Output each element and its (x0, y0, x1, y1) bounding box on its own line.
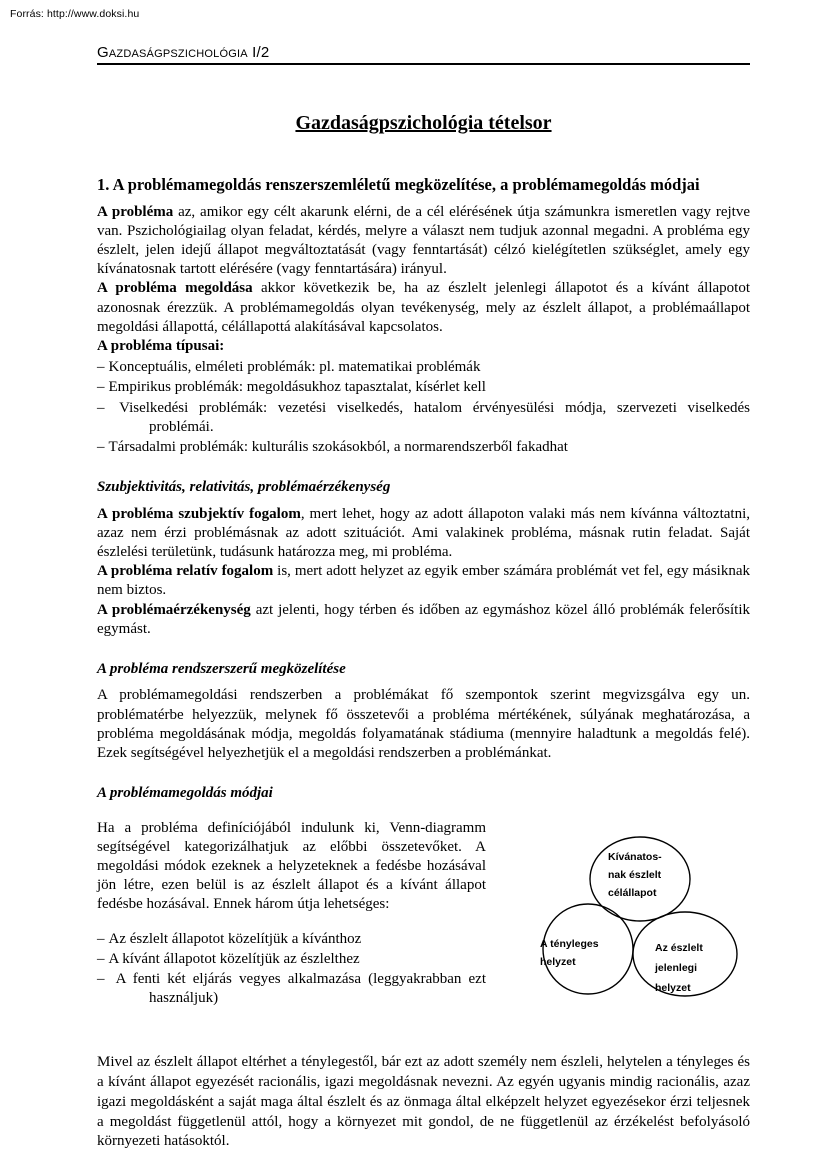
lead-in-problema-megoldasa: A probléma megoldása (97, 280, 253, 297)
dash-bullet: – (97, 438, 105, 455)
list-item-label: Konceptuális, elméleti problémák: pl. matematikai problémák (108, 359, 481, 376)
list-item-label: Viselkedési problémák: vezetési viselkedés, hatalom érvényesülési módja, szervezeti viselkedés problémái. (119, 399, 751, 435)
paragraph-systemic-body: A problémamegoldási rendszerben a problémákat fő szempontok szerint megvizsgálva egy un. problématérbe helyezzük, melynek fő összetevői a probléma mértékének, súlyának meghatározása, a probléma megoldásának módja, megoldás folyamatának stádiuma (mennyire haladtunk a megoldás felé). Ezek segítségével helyezhetjük el a megoldási rendszerben a problémánkat. (97, 687, 750, 761)
venn-label-perceived-line-3: helyzet (655, 981, 691, 994)
venn-label-actual-line-1: A tényleges (540, 937, 599, 950)
dash-bullet: – (97, 930, 105, 947)
venn-label-perceived-line-1: Az észlelt (655, 941, 703, 954)
section-heading-1: 1. A problémamegoldás renszerszemléletű megközelítése, a problémamegoldás módjai (97, 175, 700, 195)
paragraph-methods-intro: Ha a probléma definíciójából indulunk ki, Venn-diagramm segítségével kategorizálhatjuk az előbbi összetevőket. A megoldási módok ezeknek a helyzeteknek a fedésbe hozásával jön létre, ezen belül is az észlelt állapot és a kívánt állapot fedésbe hozásával. Ennek három útja lehetséges: (97, 819, 486, 913)
dash-bullet: – (97, 971, 105, 987)
venn-label-perceived-line-2: jelenlegi (655, 961, 698, 974)
venn-label-actual-line-2: helyzet (540, 955, 576, 968)
running-header-text: Gazdaságpszichológia I/2 (97, 44, 270, 61)
list-item-label: A kívánt állapotot közelítjük az észlelthez (108, 950, 360, 967)
dash-bullet: – (97, 950, 105, 967)
problem-types-list (97, 358, 750, 457)
dash-bullet: – (97, 359, 105, 376)
list-item-label: Az észlelt állapotot közelítjük a kívánthoz (108, 930, 362, 947)
running-header (97, 44, 750, 65)
dash-bullet: – (97, 399, 105, 416)
subheading-methods: A problémamegoldás módjai (97, 785, 273, 802)
lead-in-szubjektiv: A probléma szubjektív fogalom (97, 505, 301, 522)
lead-in-relativ: A probléma relatív fogalom (97, 563, 274, 580)
paragraph-sensitivity-body: azt jelenti, hogy térben és időben az egymáshoz közel álló problémák felerősítik egymást. (97, 601, 750, 637)
paragraph-problem-solution-body: akkor következik be, ha az észlelt jelenlegi állapotot és a kívánt állapotot azonosnak érezzük. A problémamegoldás olyan tevékenység, mely az észlelt állapot, a problémaállapot megoldási állapottá, célállapottá alakításával kapcsolatos. (97, 280, 750, 335)
venn-diagram-svg (500, 831, 750, 1031)
venn-label-desired-line-2: nak észlelt (608, 868, 662, 881)
subheading-systemic: A probléma rendszerszerű megközelítése (97, 660, 346, 677)
problem-types-heading: A probléma típusai: (97, 338, 225, 354)
list-item (97, 378, 750, 397)
lead-in-problema: A probléma (97, 203, 174, 220)
paragraph-problem-definition (97, 203, 750, 280)
list-item (97, 358, 750, 377)
paragraph-relative-body: is, mert adott helyzet az egyik ember számára problémát vet fel, egy másiknak nem biztos. (97, 563, 750, 599)
subheading-subjectivity: Szubjektivitás, relativitás, problémaérzékenység (97, 479, 391, 496)
list-item-label: Empirikus problémák: megoldásukhoz tapasztalat, kísérlet kell (108, 379, 486, 396)
paragraph-sensitivity (97, 601, 750, 639)
paragraph-problem-definition-body: az, amikor egy célt akarunk elérni, de a cél elérésének útja számunkra ismeretlen vagy rejtve van. Pszichológiailag olyan feladat, kérdés, melyre a választ nem tudjuk azonnal megadni. A probléma egy észlelt, jelen idejű állapot megváltoztatását (vagy fenntartását) célzó kielégítetlen szükséglet, amely egy kívánatosnak tartott elérésére (vagy fenntartására) irányul. (97, 203, 750, 278)
venn-label-desired-line-3: célállapot (608, 886, 657, 899)
paragraph-relative (97, 562, 750, 600)
list-item (97, 399, 750, 437)
dash-bullet: – (97, 379, 105, 396)
methods-with-diagram-block (97, 819, 750, 1031)
source-url-line: Forrás: http://www.doksi.hu (10, 8, 140, 20)
paragraph-closing: Mivel az észlelt állapot eltérhet a ténylegestől, bár ezt az adott személy nem észleli, helytelen a tényleges és a kívánt állapot egyezését racionális, igazi megoldásnak nevezni. Az egyén ugyanis mindig racionális, azaz igazi megoldásként a saját maga által észlelt és az önmaga által elképzelt helyzet egyezésekor érzi teljesnek a megoldást függetlenül attól, hogy a környezet mit gondol, de ne függetlenül az érzékelést befolyásoló környezeti hatásoktól. (97, 1053, 750, 1150)
venn-diagram (500, 831, 750, 1031)
list-item (97, 438, 750, 457)
venn-label-desired-line-1: Kívánatos- (608, 850, 662, 863)
list-item-label: Társadalmi problémák: kulturális szokásokból, a normarendszerből fakadhat (108, 438, 568, 455)
list-item-label: A fenti két eljárás vegyes alkalmazása (leggyakrabban ezt használjuk) (115, 971, 487, 1007)
lead-in-problemaerzekenyseg: A problémaérzékenység (97, 601, 251, 618)
page-title: Gazdaságpszichológia tételsor (295, 112, 552, 135)
paragraph-subjective (97, 505, 750, 563)
paragraph-problem-solution (97, 279, 750, 337)
paragraph-subjective-body: , mert lehet, hogy az adott állapoton valaki más nem kívánna változtatni, azaz nem érzi problémásnak az adott szituációt. Ami valakinek probléma, másnak rutin feladat. Saját észlelési területünk, tudásunk határozza meg, mi probléma. (97, 505, 750, 560)
